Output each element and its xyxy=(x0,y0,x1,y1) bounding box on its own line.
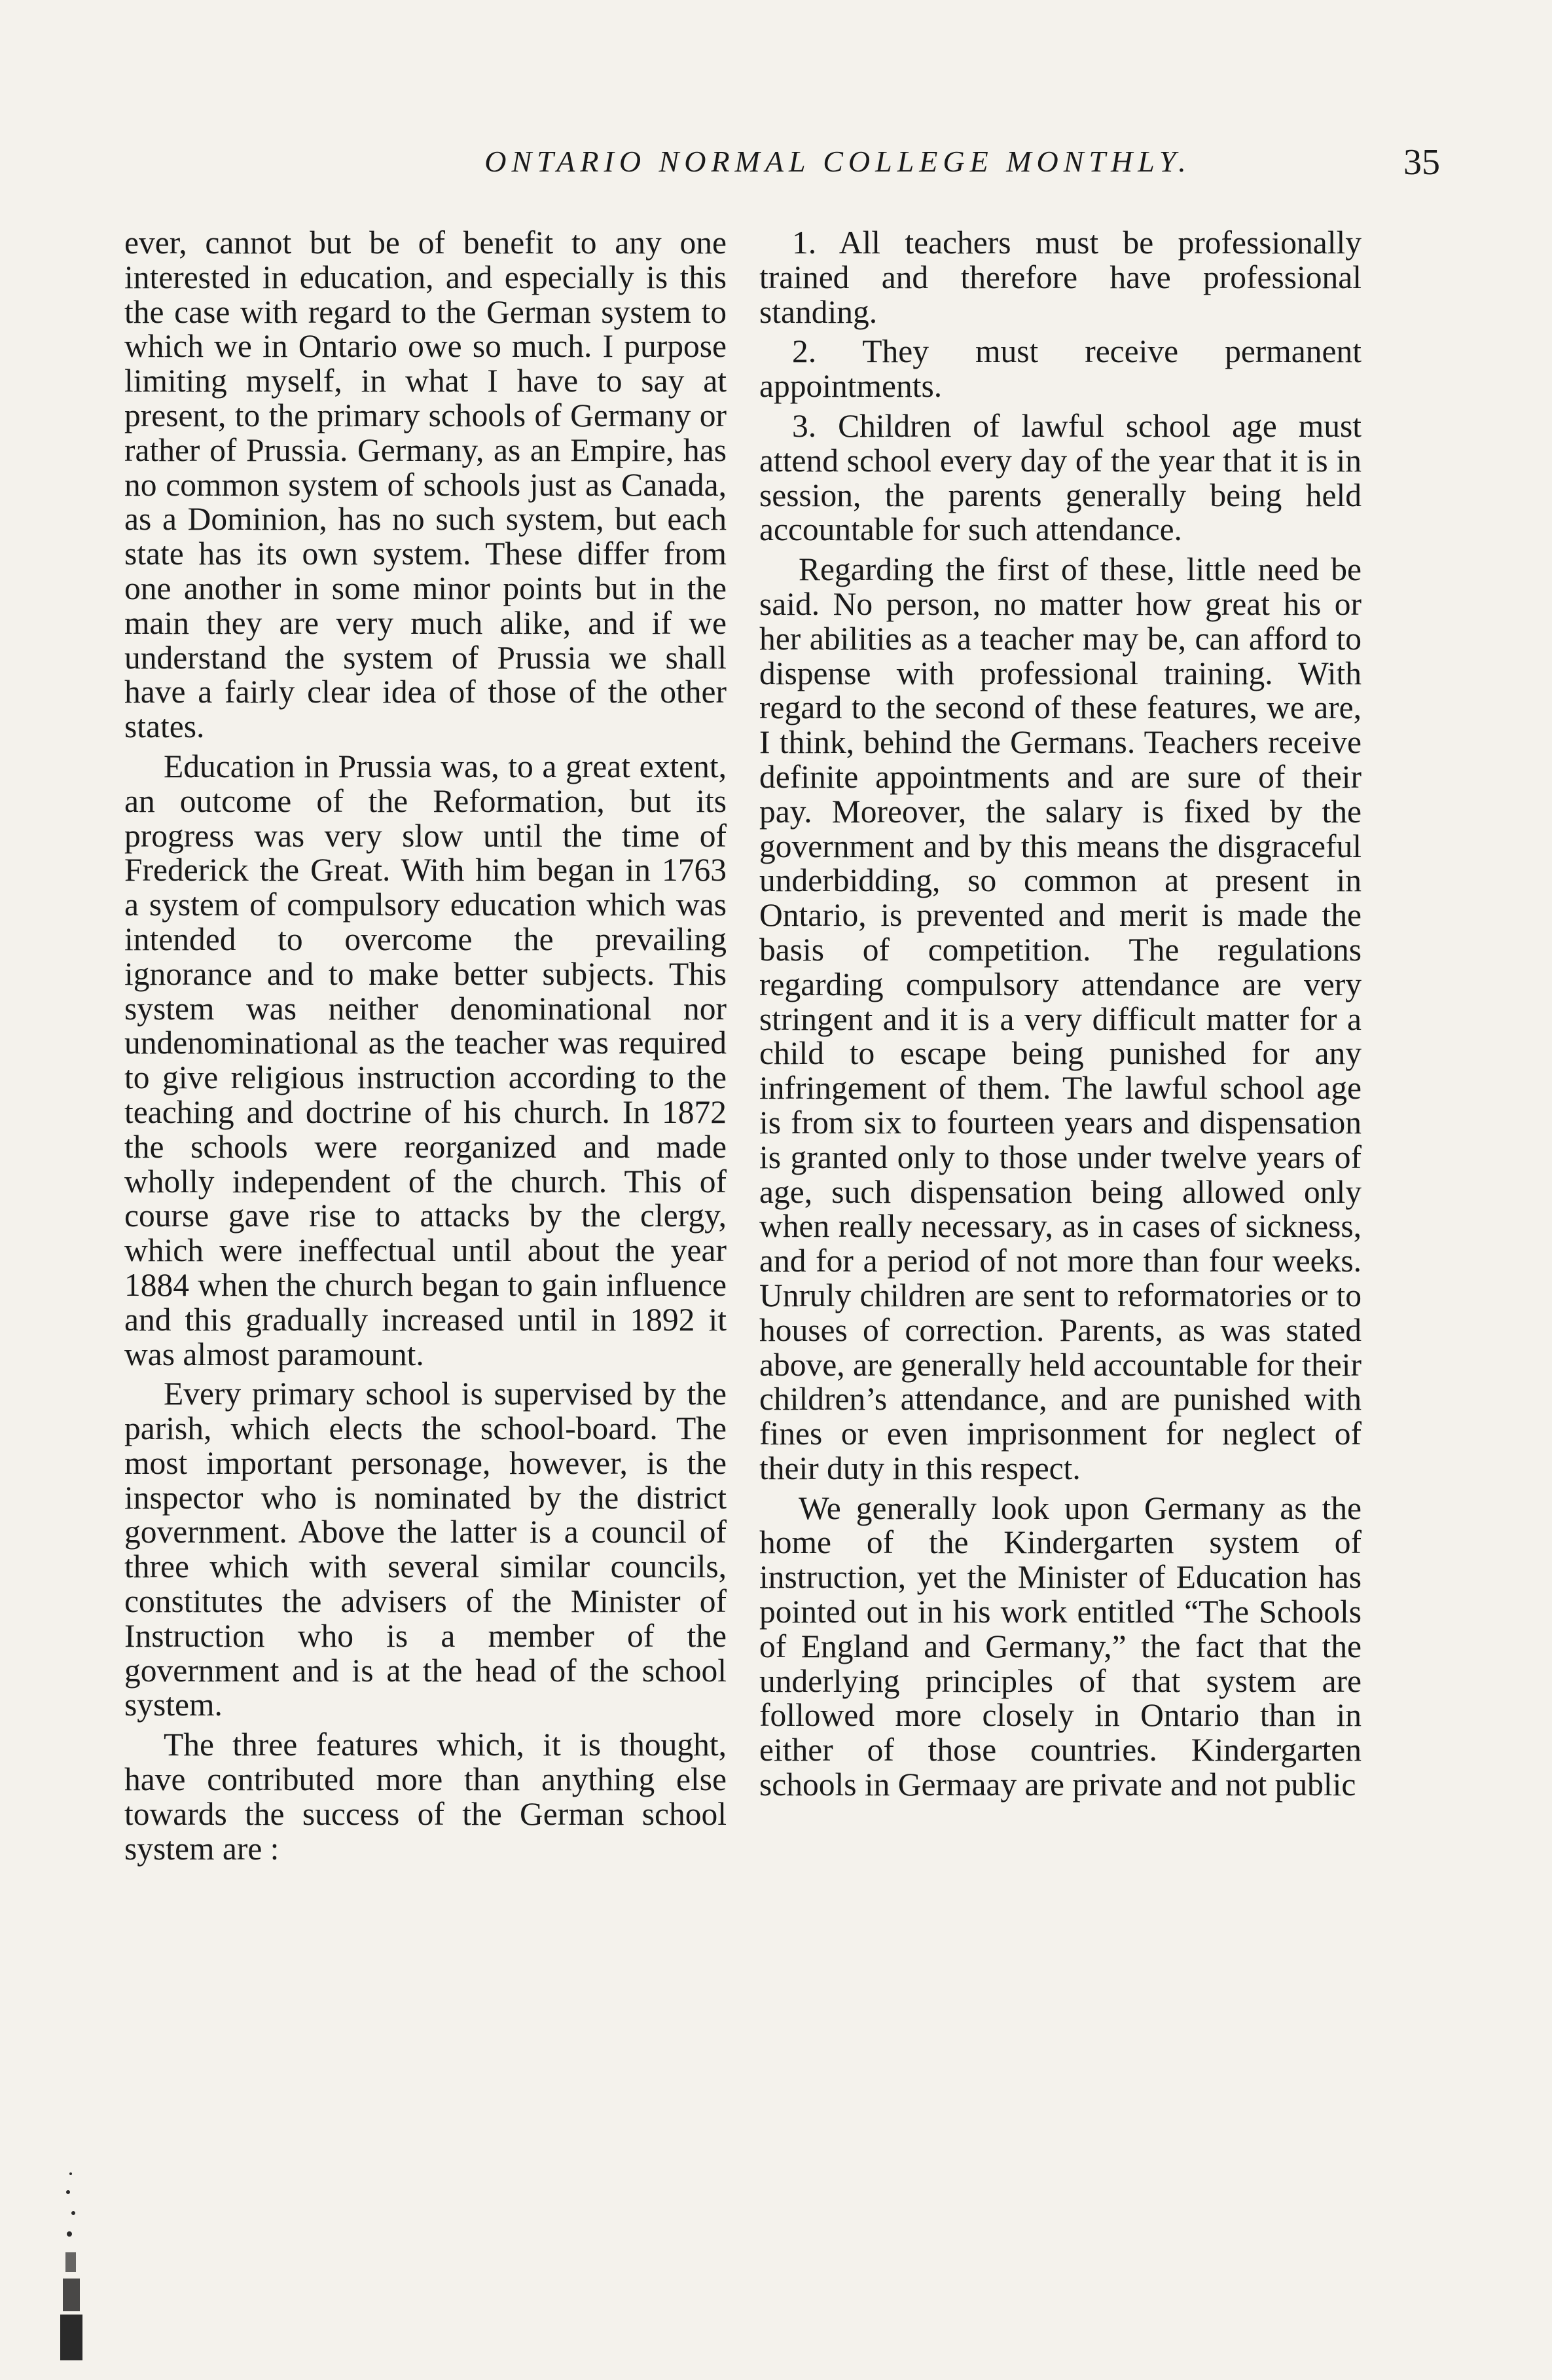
paragraph: Education in Prussia was, to a great extent, an outcome of the Reformation, but its progress was very slow until the time of Frederick the Great. With him began in 1763 a system of compulsory education which was intended to overcome the prevailing ignorance and to make better subjects. This system was neither denominational nor undenominational as the teacher was required to give religious instruction according to the teaching and doctrine of his church. In 1872 the schools were reorganized and made wholly independent of the church. This of course gave rise to attacks by the clergy, which were ineffectual until about the year 1884 when the church began to gain influence and this gradually increased until in 1892 it was almost paramount. xyxy=(124,748,727,1372)
left-column xyxy=(124,226,727,1871)
numbered-item: 2. They must receive permanent appointments. xyxy=(759,333,1362,405)
page-header xyxy=(98,118,1479,196)
paragraph: We generally look upon Germany as the home of the Kindergarten system of instruction, yet the Minister of Education has pointed out in his work entitled “The Schools of England and Germany,” the fact that the underlying principles of that system are followed more closely in Ontario than in either of those countries. Kindergarten schools in Germaay are private and not public xyxy=(759,1490,1362,1803)
numbered-item: 1. All teachers must be professionally trained and therefore have professional standing. xyxy=(759,225,1362,330)
page-number: 35 xyxy=(1403,142,1440,183)
paragraph: Every primary school is supervised by the parish, which elects the school-board. The most important personage, however, is the inspector who is nominated by the district government. Above the latter is a council of three which with several similar councils, constitutes the advisers of the Minister of Instruction who is a member of the government and is at the head of the school system. xyxy=(124,1376,727,1723)
numbered-item: 3. Children of lawful school age must attend school every day of the year that it is in session, the parents generally being held accountable for such attendance. xyxy=(759,407,1362,548)
paragraph: Regarding the first of these, little need be said. No person, no matter how great his or her abilities as a teacher may be, can afford to dispense with professional training. With regard to the second of these features, we are, I think, behind the Germans. Teachers receive definite appointments and are sure of their pay. Moreover, the salary is fixed by the government and by this means the disgraceful underbidding, so common at present in Ontario, is prevented and merit is made the basis of competition. The regulations regarding compulsory attendance are very stringent and it is a very difficult matter for a child to escape being punished for any infringement of them. The lawful school age is from six to fourteen years and dispensation is granted only to those under twelve years of age, such dispensation being allowed only when really necessary, as in cases of sickness, and for a period of not more than four weeks. Unruly children are sent to reformatories or to houses of correction. Parents, as was stated above, are generally held accountable for their children’s attendance, and are punished with fines or even imprisonment for neglect of their duty in this respect. xyxy=(759,551,1362,1486)
binding-edge-mark xyxy=(51,2161,90,2364)
paragraph: The three features which, it is thought, have contributed more than anything else towards the success of the German school system are : xyxy=(124,1727,727,1867)
running-title: ONTARIO NORMAL COLLEGE MONTHLY. xyxy=(484,145,1191,178)
paragraph: ever, cannot but be of benefit to any one interested in education, and especially is this the case with regard to the German system to which we in Ontario owe so much. I purpose limiting myself, in what I have to say at present, to the primary schools of Germany or rather of Prussia. Germany, as an Empire, has no common system of schools just as Canada, as a Dominion, has no such system, but each state has its own system. These differ from one another in some minor points but in the main they are very much alike, and if we understand the system of Prussia we shall have a fairly clear idea of those of the other states. xyxy=(124,225,727,745)
right-column xyxy=(759,226,1362,1808)
